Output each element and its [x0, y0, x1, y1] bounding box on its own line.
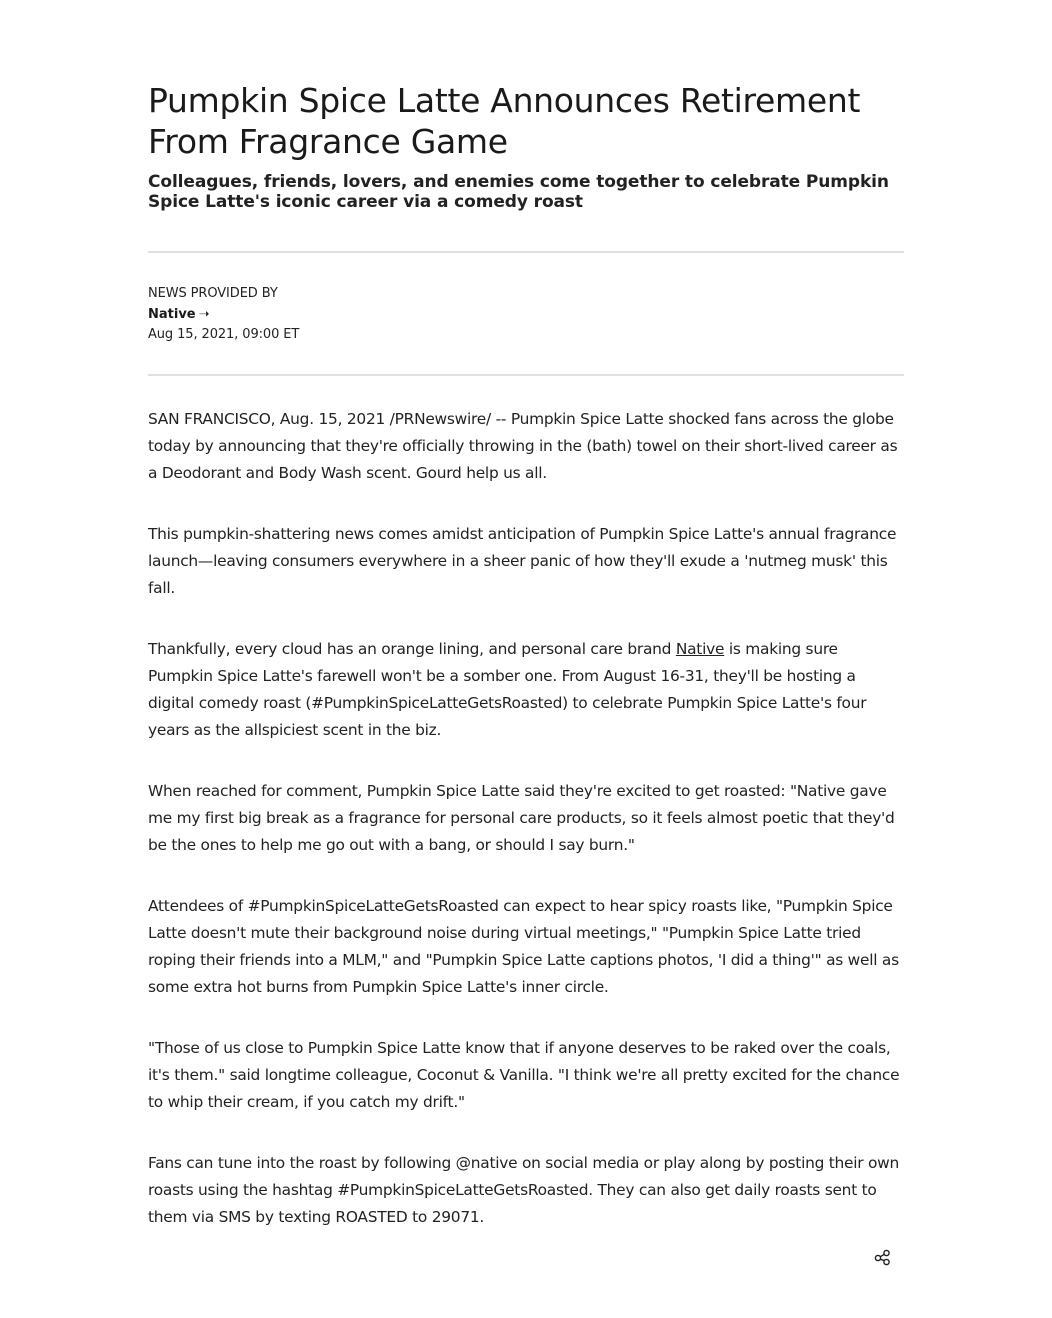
paragraph: SAN FRANCISCO, Aug. 15, 2021 /PRNewswire/ -- Pumpkin Spice Latte shocked fans across the globe today by announcing that they're officially throwing in the (bath) towel on their short-lived career as a Deodorant and Body Wash scent. Gourd help us all. [148, 410, 898, 482]
provider-name[interactable]: Native [148, 307, 196, 322]
share-icon[interactable] [874, 1248, 892, 1266]
headline: Pumpkin Spice Latte Announces Retirement From Fragrance Game [148, 81, 861, 161]
divider [148, 374, 904, 376]
native-link[interactable]: Native [675, 640, 725, 658]
paragraph-text: Thankfully, every cloud has an orange lining, and personal care brand [148, 640, 676, 658]
release-date: Aug 15, 2021, 09:00 ET [148, 327, 300, 342]
provider-label: NEWS PROVIDED BY [148, 286, 278, 301]
provider-link[interactable] [148, 303, 904, 325]
paragraph: When reached for comment, Pumpkin Spice Latte said they're excited to get roasted: "Native gave me my first big break as a fragrance for personal care products, so it feels almost poetic that they'd be the ones to help me go out with a bang, or should I say burn." [148, 782, 895, 854]
article-body [148, 406, 904, 1231]
divider [148, 251, 904, 253]
subheadline: Colleagues, friends, lovers, and enemies come together to celebrate Pumpkin Spice Latte's iconic career via a comedy roast [148, 172, 889, 212]
paragraph-text: is making sure Pumpkin Spice Latte's farewell won't be a somber one. From August 16-31, they'll be hosting a digital comedy roast (#PumpkinSpiceLatteGetsRoasted) to celebrate Pumpkin Spice Latte's four years as the allspiciest scent in the biz. [148, 640, 867, 739]
paragraph: Fans can tune into the roast by following @native on social media or play along by posting their own roasts using the hashtag #PumpkinSpiceLatteGetsRoasted. They can also get daily roasts sent to them via SMS by texting ROASTED to 29071. [148, 1154, 900, 1226]
paragraph: Attendees of #PumpkinSpiceLatteGetsRoasted can expect to hear spicy roasts like, "Pumpkin Spice Latte doesn't mute their background noise during virtual meetings," "Pumpkin Spice Latte tried roping their friends into a MLM," and "Pumpkin Spice Latte captions photos, 'I did a thing'" as well as some extra hot burns from Pumpkin Spice Latte's inner circle. [148, 897, 899, 996]
arrow-right-icon[interactable]: ➝ [198, 307, 210, 322]
news-provider [148, 284, 904, 344]
paragraph [148, 636, 904, 744]
paragraph: This pumpkin-shattering news comes amidst anticipation of Pumpkin Spice Latte's annual fragrance launch—leaving consumers everywhere in a sheer panic of how they'll exude a 'nutmeg musk' this fall. [148, 525, 897, 597]
article [148, 80, 904, 1265]
paragraph: "Those of us close to Pumpkin Spice Latte know that if anyone deserves to be raked over the coals, it's them." said longtime colleague, Coconut & Vanilla. "I think we're all pretty excited for the chance to whip their cream, if you catch my drift." [148, 1039, 900, 1111]
